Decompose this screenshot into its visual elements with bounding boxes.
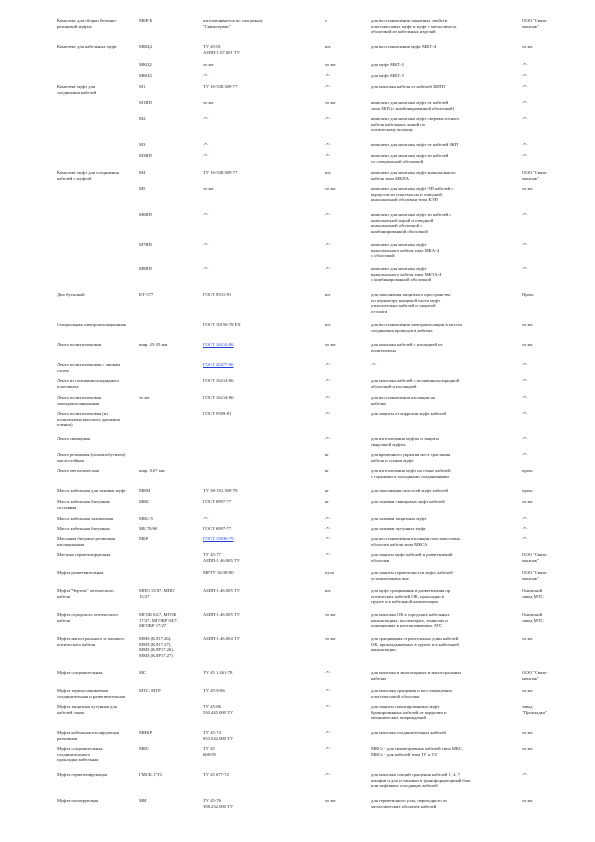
supplier-cell: то же (522, 44, 533, 49)
standard-cell: то же (203, 62, 214, 67)
type-mark-cell: МКС-5 (139, 516, 153, 521)
standard-cell: ГОСТ 10156-78 ЕХ (203, 322, 241, 327)
material-name-cell: Лента полиэтиленовая (из полиэтилена высокого давления пленки) (57, 411, 120, 428)
purpose-cell: для защиты герметичности муфт, кабелей установленных вне (371, 570, 453, 581)
standard-cell: -*- (203, 242, 209, 247)
supplier-cell: -*- (522, 452, 528, 457)
material-name-cell: Комплект для сборки бетонно- резиновой муфты (57, 18, 118, 29)
type-mark-cell: М6ВП (139, 212, 152, 217)
supplier-cell: -*- (522, 526, 528, 531)
type-mark-cell: МБ 70/60 (139, 526, 158, 531)
supplier-cell: ООО "Связь- монтаж" (522, 18, 548, 29)
supplier-cell: Онежский завод МТС (522, 612, 544, 623)
standard-cell: ТУ 45 608-85 (203, 746, 217, 757)
supplier-cell: -*- (522, 116, 528, 121)
purpose-cell: -*- (371, 362, 377, 367)
material-name-cell: Масса кабельная для заливки муфт (57, 488, 126, 493)
purpose-cell: для восстановления изоляции пластмассовых оболочек кабеля типа МКСА (371, 536, 461, 547)
purpose-cell: для монтажа ОК в городских кабельных канализациях, коллекторах, тоннелях и помещениях в неотапливаемых АТС (371, 612, 450, 629)
unit-cell: -*- (325, 378, 331, 383)
standard-cell: АЗПП-1.46.004 ТУ (203, 636, 240, 641)
purpose-cell: для изготовления муфты и защиты сварочной муфты (371, 436, 439, 447)
standard-cell: то же (203, 100, 214, 105)
type-mark-cell: МИ (139, 798, 147, 803)
material-name-cell: Муфта герметизирующая (57, 772, 107, 777)
unit-cell: -*- (325, 142, 331, 147)
standard-cell: ТУ 45-76 398.232.000 ТУ (203, 798, 234, 809)
type-mark-cell: МТС, МТР (139, 688, 161, 693)
type-mark-cell: МПО 15/07, МПО 15/27 (139, 588, 175, 599)
material-name-cell: Муфта городского оптического кабеля (57, 612, 118, 623)
purpose-cell: для монтажа кабелей с изоляцией из полиэтилена (371, 342, 443, 353)
purpose-cell: для восстановления изоляции на кабелях (371, 395, 435, 406)
standard-cell: ТУ 45-74 653.542.000 ТУ (203, 730, 234, 741)
unit-cell: -*- (325, 704, 331, 709)
purpose-cell: для муфт МКТ-3 (371, 73, 404, 78)
material-name-cell: Муфта"Чертеж" оптического кабеля (57, 588, 114, 599)
material-name-cell: Муфта соединительная соединительного прокладки кабельная (57, 746, 103, 763)
purpose-cell: для восстановления муфт МКТ-4 (371, 44, 436, 49)
purpose-cell: комплект для монтажа муфт от кабелей ЗКП (371, 142, 459, 147)
standard-cell: -*- (203, 153, 209, 158)
unit-cell: -*- (325, 746, 331, 751)
supplier-cell: то же (522, 746, 533, 751)
material-name-cell: Масса кабельная битумная составная (57, 499, 110, 510)
standard-cell: -*- (203, 73, 209, 78)
purpose-cell: для монтажа секций сращения кабелей 1, 4, 7 шкафов и для установки в трансформаторный бокс или нефтяных отходящих кабелей (371, 772, 472, 789)
standard-cell: -*- (203, 516, 209, 521)
supplier-cell: Онежский завод МТС (522, 588, 544, 599)
unit-cell: -*- (325, 153, 331, 158)
unit-cell: -*- (325, 688, 331, 693)
standard-cell: -*- (203, 266, 209, 271)
purpose-cell: для монтажа в многопарных и магистральных кабелях (371, 670, 462, 681)
supplier-cell: то же (522, 636, 533, 641)
purpose-cell: для монтажа соединительных кабелей (371, 730, 446, 735)
purpose-cell: МКСт - для симметричных кабелей типа МКС, МКСт - для кабелей типа ТГ и ТЗ (371, 746, 464, 757)
supplier-cell: -*- (522, 516, 528, 521)
standard-cell: АЗПП-1.46.005 ТУ (203, 612, 240, 617)
unit-cell: -*- (325, 73, 331, 78)
material-name-cell: Муфта термоусаживаемая соединительная и разветвительная (57, 688, 125, 699)
unit-cell: -*- (325, 516, 331, 521)
supplier-cell: -*- (522, 536, 528, 541)
purpose-cell: комплект для монтажа муфт из кабелей со специальной оболочкой (371, 153, 449, 164)
type-mark-cell: МКЦ2 (139, 62, 152, 67)
standard-cell: -*- (203, 116, 209, 121)
supplier-cell: то же (522, 798, 533, 803)
unit-cell: пуск (325, 570, 335, 575)
purpose-cell: комплект для монтажа муфт коаксиального кабеля типа МКПА (371, 170, 456, 181)
purpose-cell: для защиты муфт кабелей и разветвлений оболочки (371, 552, 453, 563)
purpose-cell: для заполнения защитного пространства по периметру концевой части муфт относительно кабелей и защитой от влаги (371, 292, 451, 314)
supplier-cell: -*- (522, 153, 528, 158)
material-name-cell: Муфта защитная чугунная для кабелей связи (57, 704, 117, 715)
type-mark-cell: МКМ (139, 488, 151, 493)
unit-cell: то же (325, 342, 336, 347)
supplier-cell: пром. (522, 468, 534, 473)
unit-cell: т (325, 18, 328, 23)
unit-cell: кг (325, 468, 330, 473)
standard-cell: -*- (203, 212, 209, 217)
purpose-cell: комплект для монтажа муфт коаксиального кабеля типа МКТА-4 с комбинированной оболочкой (371, 266, 442, 283)
standard-link[interactable]: ГОСТ 20477-86 (203, 362, 234, 367)
type-mark-cell: М4 (139, 170, 146, 175)
unit-cell: шт (325, 322, 331, 327)
material-name-cell: Комплект для кабельных муфт (57, 44, 117, 49)
unit-cell: -*- (325, 116, 331, 121)
material-name-cell: Муфта соединительная (57, 670, 103, 675)
supplier-cell: то же (522, 322, 533, 327)
material-name-cell: Масляная битумно-резиновая изоляционная (57, 536, 116, 547)
material-name-cell: Дно бутылкой (57, 292, 85, 297)
unit-cell: шт. (325, 588, 332, 593)
unit-cell: -*- (325, 772, 331, 777)
supplier-cell: ООО "Связь- монтаж" (522, 170, 548, 181)
type-mark-cell: МС (139, 670, 147, 675)
unit-cell: кг (325, 499, 330, 504)
purpose-cell: для монтажа кабеля от кабелей ЗКПП (371, 84, 445, 89)
purpose-cell: для заливки чугунных муфт (371, 526, 426, 531)
unit-cell: -*- (325, 362, 331, 367)
standard-cell: ТУ 45-81 АЗПП-1.07.001 ТУ (203, 44, 240, 55)
unit-cell: то же (325, 100, 336, 105)
purpose-cell: для муфт МКТ-2 (371, 62, 404, 67)
unit-cell: шт (325, 292, 331, 297)
purpose-cell: для монтажа сращения и восстановления пластмассовой оболочки (371, 688, 452, 699)
type-mark-cell: МИКР (139, 730, 153, 735)
type-mark-cell: М3ВП (139, 153, 152, 158)
purpose-cell: для герметичного узла, переходного от металлических оболочек кабелей (371, 798, 448, 809)
purpose-cell: для изготовления муфт на стыке кабелей с горячими и холодными соединениями (371, 468, 451, 479)
material-name-cell: Мастика герметизирующая (57, 552, 111, 557)
unit-cell: -*- (325, 730, 331, 735)
supplier-cell: -*- (522, 212, 528, 217)
standard-cell: ТУ 45-8-86 (203, 688, 225, 693)
purpose-cell: для восстановления электроизоляции в местах соединения проводов в кабелях (371, 322, 463, 333)
unit-cell: -*- (325, 395, 331, 400)
unit-cell: то же (325, 636, 336, 641)
type-mark-cell: М8ВП (139, 266, 152, 271)
material-name-cell: Муфта изолирующая (57, 798, 99, 803)
material-name-cell: Лента свинцовая (57, 436, 90, 441)
material-name-cell: Специальная электроизоляционная (57, 322, 126, 327)
supplier-cell: то же (522, 499, 533, 504)
standard-cell: ТУ 38-101.309-78 (203, 488, 238, 493)
standard-cell: ГОСТ 16214-86 (203, 378, 234, 383)
material-name-cell: Лента полиэтиленовая электроизоляционная (57, 395, 102, 406)
unit-cell: -*- (325, 536, 331, 541)
supplier-cell: -*- (522, 395, 528, 400)
unit-cell: -*- (325, 436, 331, 441)
type-mark-cell: шир. 0,07 мм (139, 468, 165, 473)
standard-cell: ГОСТ 6997-77 (203, 526, 232, 531)
supplier-cell: ООО "Связь- монтаж" (522, 670, 548, 681)
unit-cell: -*- (325, 242, 331, 247)
material-name-cell: Лента резиновая (полиизобутилен) маслостойкая (57, 452, 126, 463)
purpose-cell: для заполнения полостей муфт кабелей (371, 488, 448, 493)
standard-cell: АЗПП-1.46.005 ТУ (203, 588, 240, 593)
unit-cell: -*- (325, 411, 331, 416)
purpose-cell: для заливки свинцовых муфт кабелей (371, 499, 445, 504)
type-mark-cell: М1 (139, 84, 146, 89)
type-mark-cell: М5 (139, 186, 146, 191)
standard-cell: ТУ 16-538.309-77 (203, 170, 238, 175)
material-name-cell: Лента полиэтиленовая (57, 342, 102, 347)
material-name-cell: Комплект муфт для соединения кабелей (57, 84, 97, 95)
unit-cell: -*- (325, 552, 331, 557)
purpose-cell: для монтажа кабелей с поливинилхлоридной оболочкой и изоляцией (371, 378, 460, 389)
unit-cell: то же (325, 62, 336, 67)
unit-cell: -*- (325, 84, 331, 89)
unit-cell: кг (325, 488, 330, 493)
unit-cell: -*- (325, 212, 331, 217)
supplier-cell: завод "Прокладка" (522, 704, 547, 715)
standard-cell: то же (203, 186, 214, 191)
supplier-cell: -*- (522, 266, 528, 271)
type-mark-cell: шир. 25-35 мм (139, 342, 168, 347)
standard-cell: ТУ 45 677-72 (203, 772, 229, 777)
supplier-cell: то же (522, 688, 533, 693)
unit-cell: -*- (325, 526, 331, 531)
supplier-cell: ООО "Связь- монтаж" (522, 552, 548, 563)
material-name-cell: Муфта кабельная изолирующая разъемная (57, 730, 119, 741)
purpose-cell: для защиты смонтированных муфт бронированных кабелей от коррозии и механических повреждений (371, 704, 447, 721)
supplier-cell: -*- (522, 142, 528, 147)
supplier-cell: -*- (522, 73, 528, 78)
material-name-cell: Комплект муфт для соединения кабелей с муфтой (57, 170, 119, 181)
material-name-cell: Муфта магистрального и зонового оптического кабеля (57, 636, 125, 647)
unit-cell: то же (325, 798, 336, 803)
supplier-cell: -*- (522, 411, 528, 416)
unit-cell: -*- (325, 670, 331, 675)
type-mark-cell: ММЗ (КЛ17.26), ММЗ (КЛ17.27), ММЗ (КЛР17.26), ММЗ (КЛР17.27) (139, 636, 174, 658)
type-mark-cell: М3 (139, 142, 146, 147)
supplier-cell: пром. (522, 488, 534, 493)
type-mark-cell: МБР-Б (139, 18, 153, 23)
supplier-cell: -*- (522, 84, 528, 89)
type-mark-cell: МКС (139, 746, 150, 751)
purpose-cell: комплект для монтажа муфт сверхчастотного кабеля кабельных линий по оптическому волокну (371, 116, 460, 133)
type-mark-cell: ГМСК, ГТС (139, 772, 163, 777)
standard-cell: ТУ 45-86 530.445.000 ТУ (203, 704, 234, 715)
type-mark-cell: КТ-577 (139, 292, 154, 297)
supplier-cell: то же (522, 186, 533, 191)
purpose-cell: комплект для монтажа муфт ЭП кабелей с корпусом из пластмассы и отводной коаксиальной оболочки типа КЭП (371, 186, 454, 203)
purpose-cell: для сращивания строительных длин кабелей ОК, прокладываемых в грунте и в кабельной канализации (371, 636, 459, 653)
material-name-cell: Лента металлическая (57, 468, 99, 473)
standard-cell: -*- (203, 142, 209, 147)
supplier-cell: -*- (522, 436, 528, 441)
unit-cell: то же (325, 612, 336, 617)
purpose-cell: для временного укрытия мест срастания кабеля и стыков муфт (371, 452, 451, 463)
type-mark-cell: М2 (139, 116, 146, 121)
type-mark-cell: то же (139, 395, 150, 400)
supplier-cell: -*- (522, 378, 528, 383)
unit-cell: шт. (325, 170, 332, 175)
type-mark-cell: МГОК 04.7, МГОК 17/27, МГОКР 04/7, МГОКР 17/27 (139, 612, 178, 629)
standard-cell: ГОСТ 9531-81 (203, 292, 232, 297)
standard-cell: ГОСТ 9589-81 (203, 411, 232, 416)
unit-cell: -*- (325, 266, 331, 271)
material-name-cell: Лента из поливинилхлоридного пластиката (57, 378, 120, 389)
standard-cell: ТУ 45 1.461-78 (203, 670, 233, 675)
standard-cell: изготавливается по спецзаказу "Связьсервис" (203, 18, 263, 29)
supplier-cell: Пром. (522, 292, 534, 297)
purpose-cell: комплект для монтажа муфт от кабелей типа ЗКП (с комбинированной оболочкой) (371, 100, 454, 111)
purpose-cell: для восстановления защитных свойств пластмассовых муфт и муфт с металлическ. оболочкой из кабельных изделий (371, 18, 458, 35)
type-mark-cell: МКЦ3 (139, 73, 152, 78)
type-mark-cell: МКЦ4 (139, 44, 152, 49)
standard-cell: ТУ 16-538.309-77 (203, 84, 238, 89)
supplier-cell: -*- (522, 242, 528, 247)
purpose-cell: комплект для монтажа муфт коаксиального кабеля типа МКА-4 с оболочкой (371, 242, 439, 259)
unit-cell: то же (325, 186, 336, 191)
standard-cell: МРТУ 16/38-80 (203, 570, 234, 575)
supplier-cell: -*- (522, 62, 528, 67)
material-name-cell: Муфта разветвительная (57, 570, 104, 575)
standard-cell: ГОСТ 16214-86 (203, 395, 234, 400)
purpose-cell: для защиты от коррозии муфт кабелей (371, 411, 446, 416)
purpose-cell: для муфт сращивания и разветвления пр оптических кабелей ОК, прокладки в грунте и в кабельной канализации (371, 588, 451, 605)
supplier-cell: то же (522, 730, 533, 735)
type-mark-cell: МКБ (139, 499, 149, 504)
standard-cell: ТУ 45-77 АЗПП-1.46.005 ТУ (203, 552, 240, 563)
material-name-cell: Масса кабельная битумная (57, 526, 110, 531)
purpose-cell: комплект для монтажа муфт из кабелей с коаксиальной парой и отводной коаксиальной оболочкой с комбинированной оболочкой (371, 212, 452, 234)
type-mark-cell: М7ВП (139, 242, 152, 247)
material-name-cell: Масса кабельная заливочная (57, 516, 113, 521)
supplier-cell: то же (522, 342, 533, 347)
type-mark-cell: М1ВП (139, 100, 152, 105)
unit-cell: кг (325, 452, 330, 457)
standard-link[interactable]: ГОСТ 16214-86 (203, 342, 234, 347)
standard-link[interactable]: ГОСТ 15836-79 (203, 536, 234, 541)
standard-cell: ГОСТ 6997-77 (203, 499, 232, 504)
material-name-cell: Лента полиэтиленовая с липким слоем (57, 362, 121, 373)
unit-cell: шт. (325, 44, 332, 49)
supplier-cell: -*- (522, 362, 528, 367)
supplier-cell: -*- (522, 100, 528, 105)
type-mark-cell: МБР (139, 536, 149, 541)
purpose-cell: для заливки защитных муфт (371, 516, 427, 521)
supplier-cell: ООО "Связь- монтаж" (522, 570, 548, 581)
supplier-cell: -*- (522, 772, 528, 777)
